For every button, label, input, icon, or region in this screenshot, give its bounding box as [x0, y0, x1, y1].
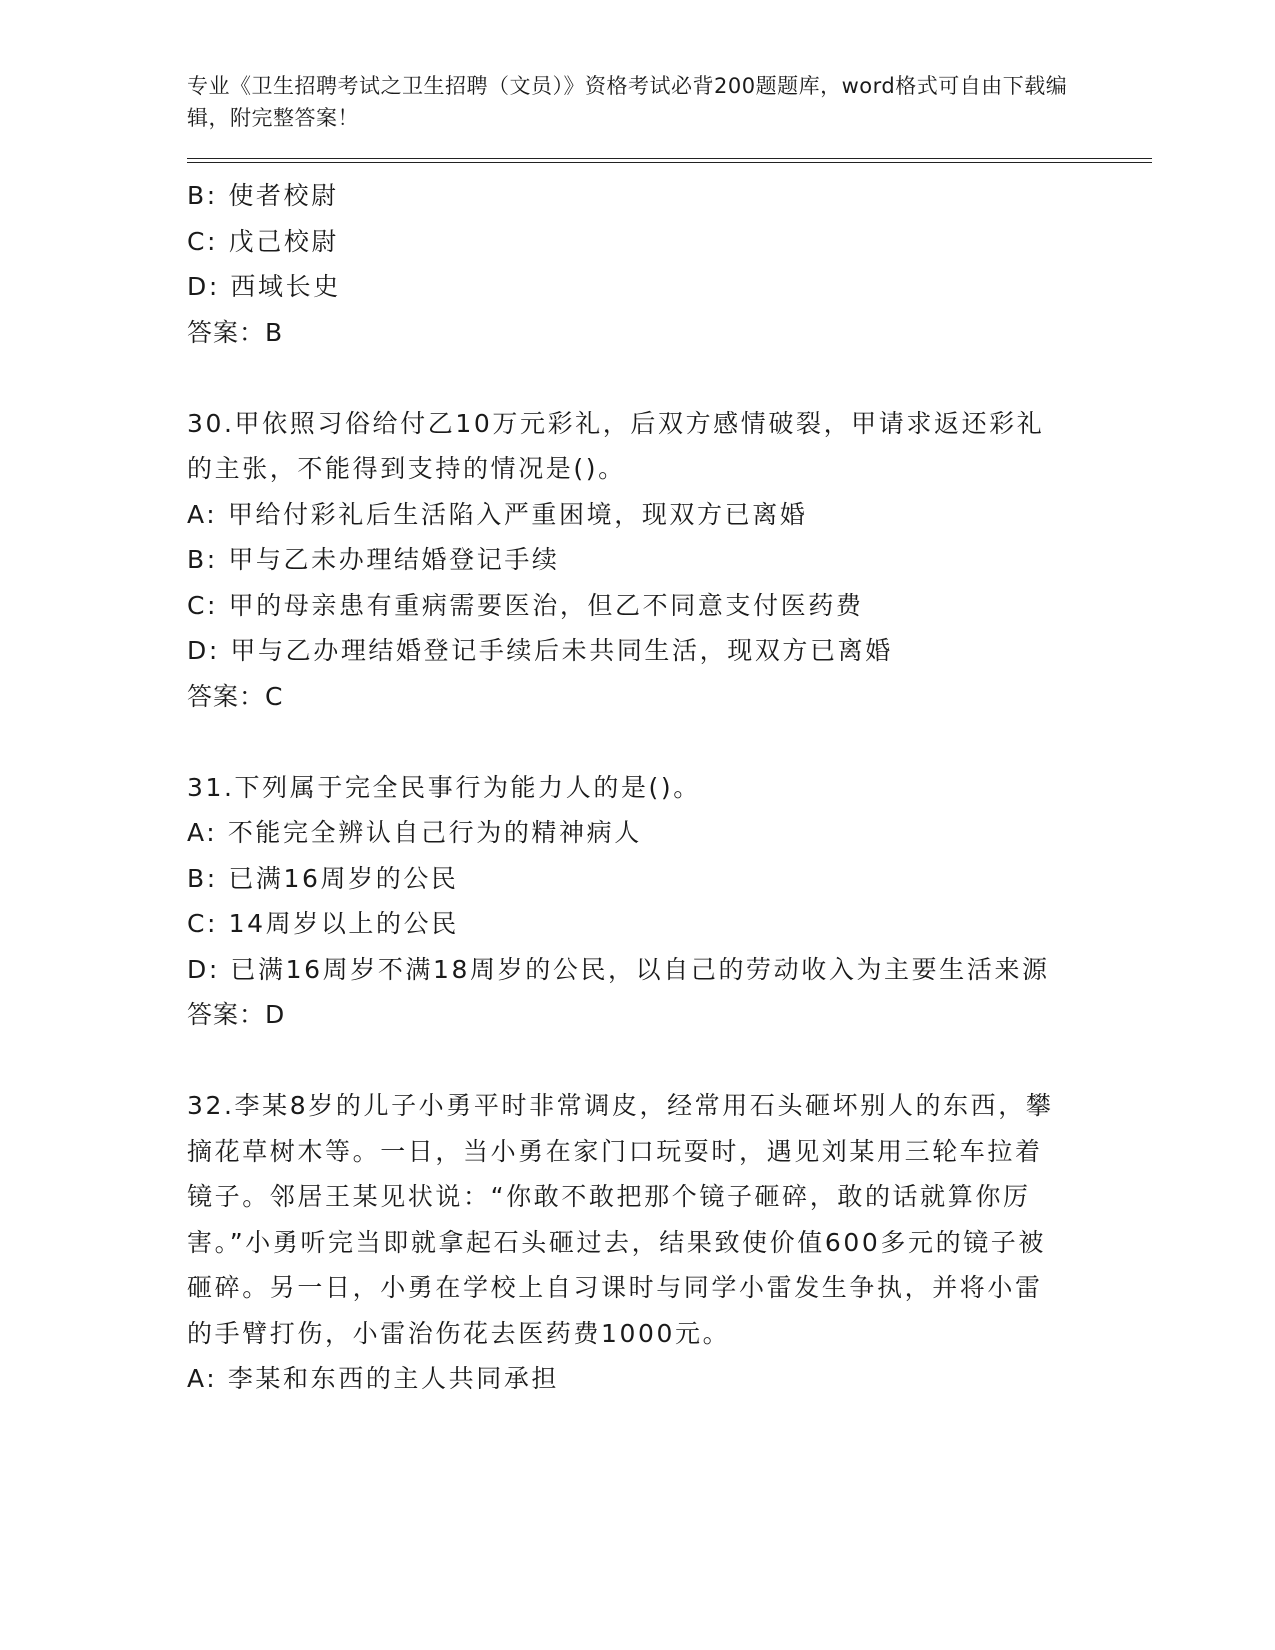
- q32-stem: 32.李某8岁的儿子小勇平时非常调皮，经常用石头砸坏别人的东西，攀摘花草树木等。一日，当小勇在家门口玩耍时，遇见刘某用三轮车拉着镜子。邻居王某见状说：“你敢不敢把那个镜子砸碎，敢的话就算你厉害。”小勇听完当即就拿起石头砸过去，结果致使价值600多元的镜子被砸碎。另一日，小勇在学校上自习课时与同学小雷发生争执，并将小雷的手臂打伤，小雷治伤花去医药费1000元。: [187, 1091, 1054, 1348]
- q29-option-d: D: 西域长史: [187, 272, 341, 301]
- document-page: [187, 70, 1152, 1402]
- q30-stem: 30.甲依照习俗给付乙10万元彩礼，后双方感情破裂，甲请求返还彩礼的主张，不能得到支持的情况是()。: [187, 408, 1045, 483]
- q30-option-b: B: 甲与乙未办理结婚登记手续: [187, 545, 560, 574]
- q30-answer: 答案：C: [187, 681, 284, 711]
- q30-option-a: A: 甲给付彩礼后生活陷入严重困境，现双方已离婚: [187, 499, 808, 529]
- document-body: [187, 173, 1067, 1402]
- q32-option-a: A: 李某和东西的主人共同承担: [187, 1364, 560, 1393]
- q31-option-b: B: 已满16周岁的公民: [187, 863, 459, 893]
- q31-answer: 答案：D: [187, 1000, 286, 1029]
- q30-option-d: D: 甲与乙办理结婚登记手续后未共同生活，现双方已离婚: [187, 636, 893, 665]
- q31-option-c: C: 14周岁以上的公民: [187, 909, 459, 938]
- header-divider: [187, 158, 1152, 163]
- spacer: [187, 355, 1067, 401]
- q29-option-c: C: 戊己校尉: [187, 226, 340, 256]
- page-header: 专业《卫生招聘考试之卫生招聘（文员）》资格考试必背200题题库，word格式可自由下载编辑，附完整答案！: [187, 74, 1068, 130]
- spacer: [187, 1038, 1067, 1084]
- q31-option-a: A: 不能完全辨认自己行为的精神病人: [187, 818, 642, 847]
- spacer: [187, 719, 1067, 765]
- q29-option-b: B: 使者校尉: [187, 181, 339, 210]
- q30-option-c: C: 甲的母亲患有重病需要医治，但乙不同意支付医药费: [187, 590, 864, 620]
- q31-stem: 31.下列属于完全民事行为能力人的是()。: [187, 772, 701, 802]
- q29-answer: 答案：B: [187, 317, 284, 347]
- q31-option-d: D: 已满16周岁不满18周岁的公民，以自己的劳动收入为主要生活来源: [187, 954, 1050, 984]
